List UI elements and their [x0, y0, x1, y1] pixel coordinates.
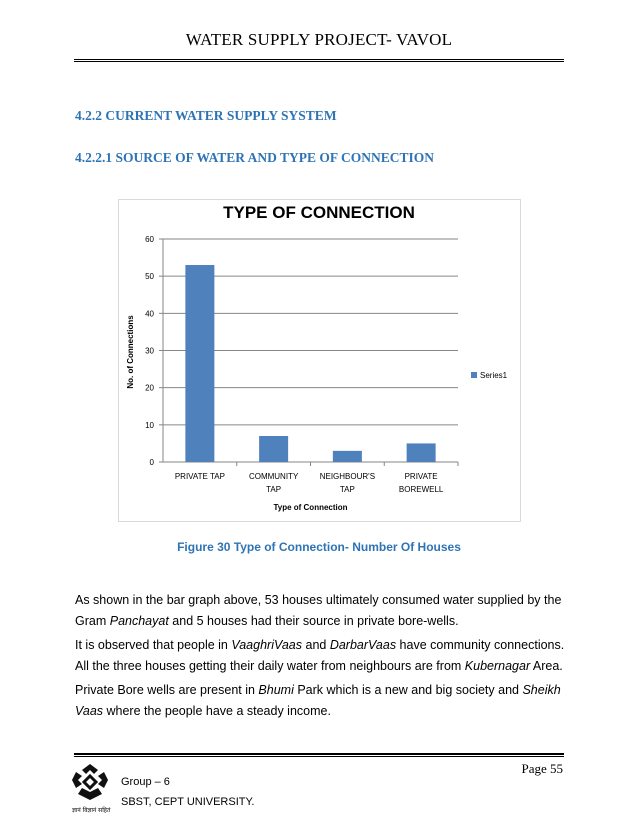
footer-university: SBST, CEPT UNIVERSITY. — [121, 796, 255, 808]
x-tick-label: NEIGHBOUR'S — [319, 472, 376, 481]
x-tick-label: BOREWELL — [398, 485, 444, 494]
legend-label: Series1 — [480, 371, 508, 380]
section-heading: 4.2.2 CURRENT WATER SUPPLY SYSTEM — [75, 108, 337, 123]
legend-swatch — [471, 372, 477, 378]
bar-2 — [333, 451, 362, 462]
x-tick-label: TAP — [266, 485, 282, 494]
page-header-title: WATER SUPPLY PROJECT- VAVOL — [185, 30, 453, 49]
paragraph-2: It is observed that people in VaaghriVaas and DarbarVaas have community connections. All the three houses getting their daily water from neighbours are from Kubernagar Area. — [75, 638, 565, 673]
x-tick-label: COMMUNITY — [248, 472, 299, 481]
paragraph-1: As shown in the bar graph above, 53 houses ultimately consumed water supplied by the Gram Panchayat and 5 houses had their source in private bore-wells. — [75, 593, 562, 628]
page-number: Page 55 — [521, 761, 563, 776]
y-tick-label: 60 — [145, 235, 154, 244]
bar-1 — [259, 436, 288, 462]
y-tick-label: 10 — [145, 420, 154, 430]
paragraph-3: Private Bore wells are present in Bhumi Park which is a new and big society and Sheikh Vaas where the people have a steady income. — [75, 683, 561, 718]
footer-group: Group – 6 — [121, 776, 170, 788]
bar-0 — [185, 265, 214, 462]
y-tick-label: 20 — [145, 383, 154, 393]
logo-motto: ज्ञानं विज्ञानं सहितं — [72, 807, 111, 814]
y-tick-label: 0 — [149, 458, 154, 467]
x-tick-label: TAP — [339, 485, 355, 494]
figure-caption: Figure 30 Type of Connection- Number Of Houses — [177, 540, 461, 554]
subsection-heading: 4.2.2.1 SOURCE OF WATER AND TYPE OF CONNECTION — [75, 150, 435, 165]
x-axis-title: Type of Connection — [273, 503, 348, 512]
y-tick-label: 30 — [145, 346, 154, 356]
footer-divider — [74, 753, 564, 757]
y-axis-title: No. of Connections — [126, 315, 135, 389]
x-tick-label: PRIVATE TAP — [174, 472, 225, 481]
bar-3 — [407, 443, 436, 462]
y-tick-label: 40 — [145, 309, 154, 319]
x-tick-label: PRIVATE — [404, 472, 438, 481]
university-logo — [68, 762, 112, 804]
chart-title: TYPE OF CONNECTION — [223, 203, 415, 222]
y-tick-label: 50 — [145, 272, 154, 282]
